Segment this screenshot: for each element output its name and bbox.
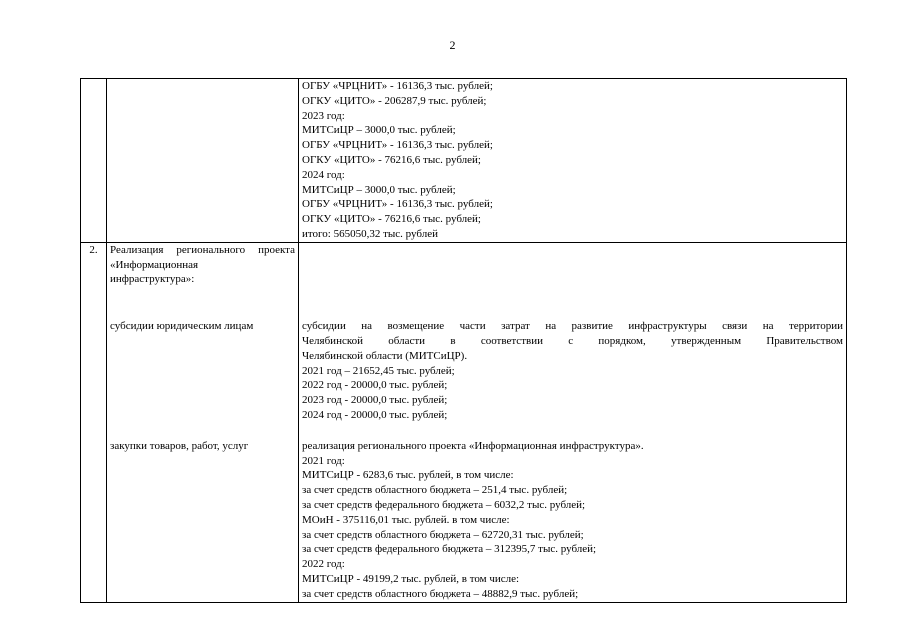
text-line: ОГБУ «ЧРЦНИТ» - 16136,3 тыс. рублей;	[302, 198, 493, 211]
spacer	[110, 287, 295, 319]
spacer-line	[302, 272, 843, 287]
row-title-line: инфраструктура»:	[110, 273, 195, 286]
row-description-cell	[299, 79, 847, 243]
subsidy-description-line: субсидии на возмещение части затрат на развитие инфраструктуры связи на территории	[302, 320, 843, 333]
text-line: ОГКУ «ЦИТО» - 76216,6 тыс. рублей;	[302, 213, 481, 226]
row-title-line: Реализация регионального проекта	[110, 243, 295, 256]
procurement-line: МОиН - 375116,01 тыс. рублей. в том числе:	[302, 513, 510, 526]
text-line: ОГКУ «ЦИТО» - 76216,6 тыс. рублей;	[302, 153, 481, 166]
row-description-cell	[299, 242, 847, 602]
page-number: 2	[449, 38, 456, 52]
spacer	[302, 287, 843, 319]
procurement-line: реализация регионального проекта «Информационная инфраструктура».	[302, 439, 644, 452]
row-number-cell: 2.	[81, 242, 107, 602]
text-line: 2023 год:	[302, 109, 345, 122]
procurement-line: МИТСиЦР - 6283,6 тыс. рублей, в том числе:	[302, 469, 514, 482]
row-number-cell	[81, 79, 107, 243]
procurement-line: за счет средств областного бюджета – 48882,9 тыс. рублей;	[302, 587, 579, 600]
procurement-line: 2021 год:	[302, 454, 345, 467]
procurement-line: за счет средств федерального бюджета – 312395,7 тыс. рублей;	[302, 543, 597, 556]
text-line: ОГБУ «ЧРЦНИТ» - 16136,3 тыс. рублей;	[302, 139, 493, 152]
subsidy-item-name: субсидии юридическим лицам	[110, 320, 254, 333]
procurement-item-name: закупки товаров, работ, услуг	[110, 439, 249, 452]
table-row	[81, 79, 847, 243]
text-line: 2024 год:	[302, 168, 345, 181]
text-line: ОГКУ «ЦИТО» - 206287,9 тыс. рублей;	[302, 94, 487, 107]
row-name-cell	[107, 79, 299, 243]
subsidy-year-line: 2024 год - 20000,0 тыс. рублей;	[302, 408, 448, 421]
subsidy-description-line: Челябинской области (МИТСиЦР).	[302, 349, 468, 362]
subsidy-year-line: 2022 год - 20000,0 тыс. рублей;	[302, 379, 448, 392]
subsidy-description-line: Челябинской области в соответствии с порядком, утвержденным Правительством	[302, 334, 843, 347]
procurement-line: МИТСиЦР - 49199,2 тыс. рублей, в том числе:	[302, 572, 520, 585]
text-line: ОГБУ «ЧРЦНИТ» - 16136,3 тыс. рублей;	[302, 80, 493, 92]
subsidy-year-line: 2023 год - 20000,0 тыс. рублей;	[302, 394, 448, 407]
spacer	[302, 423, 843, 439]
row-title-line: «Информационная	[110, 258, 199, 271]
procurement-line: за счет средств областного бюджета – 251,4 тыс. рублей;	[302, 484, 568, 497]
text-line: МИТСиЦР – 3000,0 тыс. рублей;	[302, 183, 456, 196]
spacer-line	[302, 258, 843, 273]
budget-table	[80, 78, 847, 603]
row-name-cell	[107, 242, 299, 602]
procurement-line: за счет средств областного бюджета – 62720,31 тыс. рублей;	[302, 528, 584, 541]
spacer-line	[302, 243, 843, 258]
procurement-line: за счет средств федерального бюджета – 6032,2 тыс. рублей;	[302, 498, 586, 511]
text-line: МИТСиЦР – 3000,0 тыс. рублей;	[302, 124, 456, 137]
spacer	[110, 334, 295, 439]
text-line: итого: 565050,32 тыс. рублей	[302, 227, 438, 240]
subsidy-year-line: 2021 год – 21652,45 тыс. рублей;	[302, 364, 455, 377]
table-row	[81, 242, 847, 602]
procurement-line: 2022 год:	[302, 558, 345, 571]
